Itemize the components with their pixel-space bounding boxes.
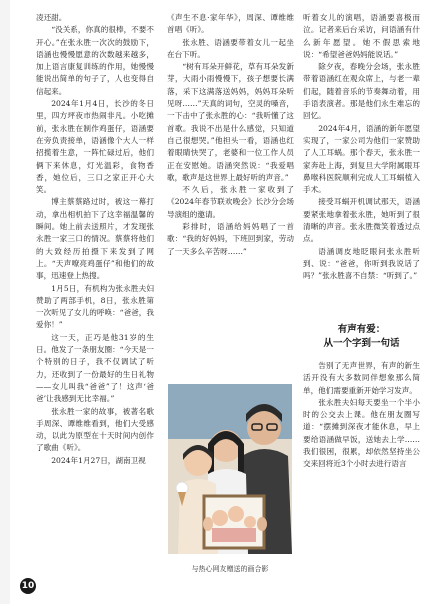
paragraph: 张永胜夫妇每天要坐一个半小时的公交去上课。他在朋友圈写道：“摆摊到深夜才能休息，早上要给语涵做早饭，送她去上学……我们很困，很累，却依然坚持坐公交来回将近3个小时去进行语言 [303,397,420,469]
paragraph: 这一天，正巧是他31岁的生日。他发了一条朋友圈：“今天是一个特别的日子，我不仅调试了听力，还收到了一份最好的生日礼物——女儿叫我“爸爸”了！这声‘爸爸’让我感到无比幸福。” [36,332,154,404]
paragraph: 语涵调皮地眨眼问张永胜听到、说：“爸爸，你听到我说话了吗？”张永胜喜不自禁：“听到了。” [303,246,420,281]
paragraph: 彩排时，语涵给妈妈唱了一首歌：“我的好妈妈，下班回到家，劳动了一天多么辛苦呀……” [167,222,294,256]
paragraph: 1月5日，有机构为张永胜夫妇赞助了两部手机，8日，张永胜第一次听见了女儿的呼唤：“爸爸，我爱你！” [36,283,154,330]
paragraph: 博主蔡蔡路过时，被这一幕打动，拿出相机拍下了这幸福温馨的瞬间。她上前去送照片，才发现张永胜一家三口的情况。蔡蔡将他们的大致经历拍摄下来发到了网上。“天声嘹亮鸡蛋仔”和他们的故事，迅速登上热搜。 [36,197,154,281]
section-heading-line-1: 有声有爱： [337,324,386,335]
photo-caption: 与热心网友赠送的画合影 [191,565,269,573]
family-photo-illustration [168,384,292,554]
page-side-band [0,0,10,604]
section-heading [303,323,420,351]
family-photo [168,384,292,554]
paragraph: 2024年1月27日，湖南卫视 [51,455,146,465]
text-column-3 [303,12,420,283]
section-heading-line-2: 从一个字到一句话 [323,338,400,349]
paragraph: “没关系，你真的很棒，不要不开心。”在张永胜一次次的鼓励下，语涵也慢慢愿意的次数越来越多，加上语言康复训练的作用，她慢慢能说出简单的句子了，人也变得自信起来。 [36,25,154,96]
page-number: 10 [20,578,36,594]
paragraph: 2024年1月4日，长沙的冬日里，四方坪夜市热闹非凡。小吃摊前，张永胜在制作鸡蛋仔，语涵要在旁负责接单，语涵像个大人一样招揽着生意，一阵忙碌过后，他们俩下来休息，灯光温彩，食物香香，她位后，三口之家正开心大笑。 [36,99,154,195]
text-column-2 [167,12,294,258]
paragraph: 《声生不息·家年华》，周深、谭维维首唱《听》。 [167,13,294,35]
paragraph: 凌还甜。 [36,13,67,22]
text-column-3-lower [303,360,420,471]
paragraph: 不久后，张永胜一家收到了《2024年春节联欢晚会》长沙分会场导演组的邀请。 [167,185,294,219]
paragraph: 张永胜、语涵要带着女儿一起坐在台下听。 [167,37,294,59]
paragraph: 张永胜一家的故事，被著名歌手周深、谭维维看到，他们大受感动，以此为原型在十天时间内创作了歌曲《听》。 [36,406,154,453]
paragraph: “树有耳朵开鲜花，草有耳朵发新芽，大雨小雨慢慢下，孩子想要长满落，采下这满落送妈妈，妈妈耳朵听见呀……”天真的词句，空灵的嗓音，一下击中了张永胜的心：“我听懂了这首歌。我说不出是什么感觉，只知道自己很想哭。”他担头一看，语涵也红着眼睛快哭了，老婆和一位工作人员正在安慰她。语涵突然说：“我爱唱歌，歌声是这世界上最好听的声音。” [167,62,294,182]
paragraph: 告别了无声世界，有声的新生活开没有大多数同伴想象那么简单，他们需要重新开始学习发声。 [303,361,420,395]
paragraph: 2024年4月，语涵的新年愿望实现了，一家公司为他们一家赞助了人工耳蜗。那个春天，张永胜一家奔赴上海，到复旦大学附属眼耳鼻喉科医院顺利完成人工耳蜗植入手术。 [303,123,420,195]
paragraph: 听着女儿的演唱，语涵要喜极而泣。记者来后台采访，问语涵有什么新年愿望。她不假思索地说：“希望爸爸妈妈能说话。” [303,13,420,59]
paragraph: 除夕夜，春晚分会场，张永胜带着语涵红在观众席上，与老一辈们起，随着音乐的节奏舞动着，用手语表演者。那是他们永生难忘的回忆。 [303,62,420,121]
text-column-1 [36,12,154,467]
paragraph: 接受耳蜗开机调试那天，语涵要紧张地拿着张永胜，她听到了很清晰的声音。张永胜微笑着透过点点。 [303,197,420,244]
